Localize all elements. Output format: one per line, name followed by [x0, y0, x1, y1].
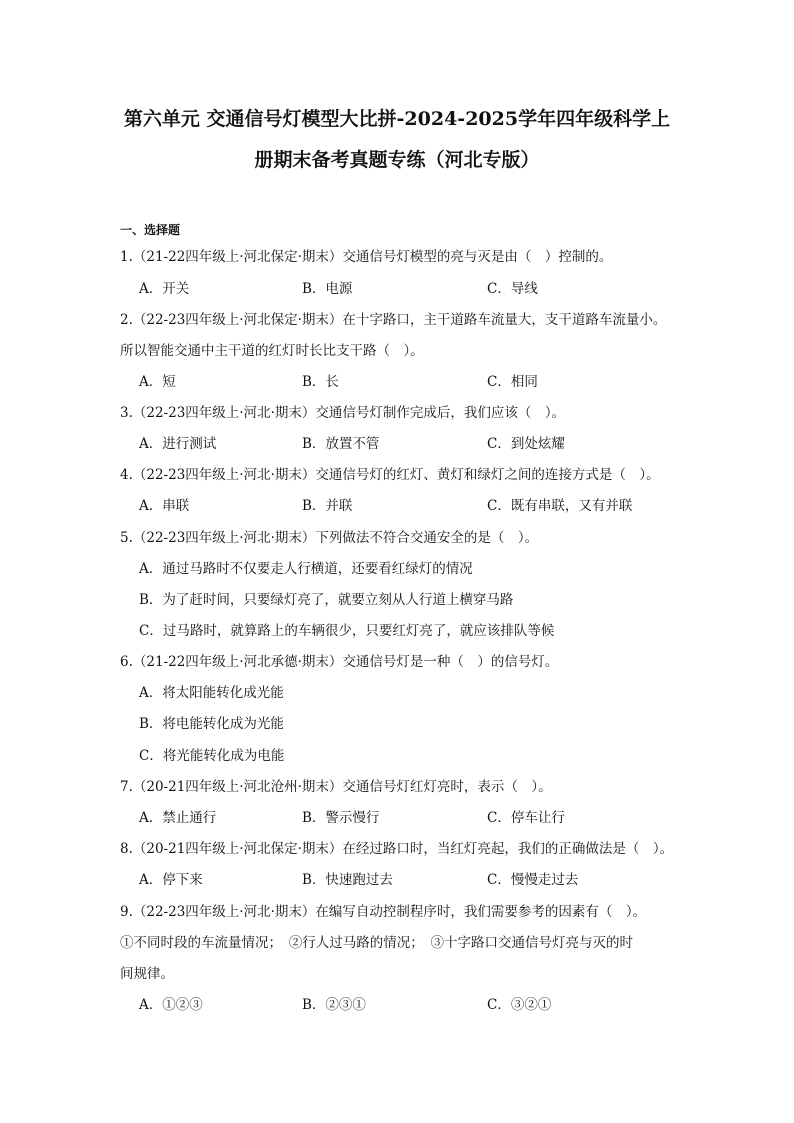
- question-3-stem: 3.（22-23四年级上·河北·期末）交通信号灯制作完成后，我们应该（ ）。: [120, 405, 566, 421]
- question-3-option-c: C．到处炫耀: [487, 436, 565, 452]
- question-9-option-b: B．②③①: [302, 997, 366, 1013]
- page-title-line-1: 第六单元 交通信号灯模型大比拼-2024-2025学年四年级科学上: [123, 108, 671, 130]
- page-title-line-2: 册期末备考真题专练（河北专版）: [254, 149, 540, 171]
- question-7-option-b: B．警示慢行: [302, 810, 380, 826]
- question-9-stem-line-2: ①不同时段的车流量情况； ②行人过马路的情况； ③十字路口交通信号灯亮与灭的时: [120, 935, 633, 951]
- question-6-stem: 6.（21-22四年级上·河北承德·期末）交通信号灯是一种（ ）的信号灯。: [120, 654, 559, 670]
- question-6-option-c: C．将光能转化成为电能: [139, 748, 285, 764]
- question-8-option-c: C．慢慢走过去: [487, 872, 579, 888]
- question-1-option-c: C．导线: [487, 281, 538, 297]
- question-1-option-b: B．电源: [302, 281, 353, 297]
- question-3-option-a: A．进行测试: [139, 436, 217, 452]
- question-3-option-b: B．放置不管: [302, 436, 380, 452]
- question-5-stem: 5.（22-23四年级上·河北·期末）下列做法不符合交通安全的是（ ）。: [120, 530, 539, 546]
- question-9-option-c: C．③②①: [487, 997, 552, 1013]
- question-8-option-b: B．快速跑过去: [302, 872, 393, 888]
- question-4-option-a: A．串联: [139, 498, 190, 514]
- question-7-stem: 7.（20-21四年级上·河北沧州·期末）交通信号灯红灯亮时，表示（ ）。: [120, 779, 552, 795]
- question-2-option-b: B．长: [302, 374, 339, 390]
- question-9-stem-line-3: 间规律。: [120, 966, 174, 982]
- question-7-option-c: C．停车让行: [487, 810, 565, 826]
- question-2-option-c: C．相同: [487, 374, 538, 390]
- section-heading: 一、选择题: [120, 223, 181, 237]
- question-1-stem: 1.（21-22四年级上·河北保定·期末）交通信号灯模型的亮与灭是由（ ）控制的。: [120, 249, 613, 265]
- question-2-option-a: A．短: [139, 374, 176, 390]
- question-6-option-b: B．将电能转化成为光能: [139, 716, 284, 732]
- question-8-stem: 8.（20-21四年级上·河北保定·期末）在经过路口时，当红灯亮起，我们的正确做法是（ ）。: [120, 841, 674, 857]
- question-4-option-b: B．并联: [302, 498, 353, 514]
- question-7-option-a: A．禁止通行: [139, 810, 217, 826]
- question-5-option-b: B．为了赶时间，只要绿灯亮了，就要立刻从人行道上横穿马路: [139, 592, 514, 608]
- question-5-option-a: A．通过马路时不仅要走人行横道，还要看红绿灯的情况: [139, 561, 473, 577]
- question-2-stem-line-2: 所以智能交通中主干道的红灯时长比支干路（ ）。: [120, 343, 424, 359]
- question-9-stem-line-1: 9.（22-23四年级上·河北·期末）在编写自动控制程序时，我们需要参考的因素有（ ）。: [120, 904, 647, 920]
- question-9-option-a: A．①②③: [139, 997, 203, 1013]
- question-4-option-c: C．既有串联，又有并联: [487, 498, 633, 514]
- question-4-stem: 4.（22-23四年级上·河北·期末）交通信号灯的红灯、黄灯和绿灯之间的连接方式是（ ）。: [120, 467, 660, 483]
- question-1-option-a: A．开关: [139, 281, 190, 297]
- question-2-stem-line-1: 2.（22-23四年级上·河北保定·期末）在十字路口，主干道路车流量大，支干道路车流量小。: [120, 312, 667, 328]
- question-6-option-a: A．将太阳能转化成光能: [139, 685, 284, 701]
- question-8-option-a: A．停下来: [139, 872, 203, 888]
- question-5-option-c: C．过马路时，就算路上的车辆很少，只要红灯亮了，就应该排队等候: [139, 623, 555, 639]
